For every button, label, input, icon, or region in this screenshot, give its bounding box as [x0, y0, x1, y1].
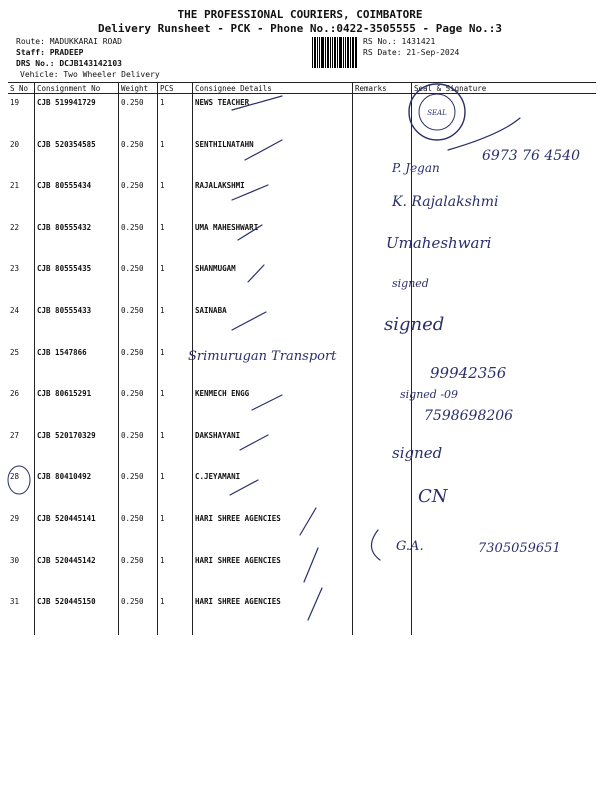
- row-signature: [412, 427, 597, 469]
- row-signature: [412, 385, 597, 427]
- row-sno: 30: [10, 555, 20, 565]
- row-pcs: 1: [158, 552, 193, 594]
- route-line: [16, 37, 122, 46]
- row-signature: [412, 302, 597, 344]
- row-signature: [412, 344, 597, 386]
- staff-line: [16, 48, 83, 57]
- row-signature: [412, 94, 597, 136]
- row-sno: 24: [10, 305, 20, 315]
- row-weight: 0.250: [119, 260, 158, 302]
- rs-no-line: [363, 37, 435, 46]
- row-remarks: [353, 344, 412, 386]
- row-signature: [412, 468, 597, 510]
- table-row: [8, 593, 596, 635]
- row-remarks: [353, 260, 412, 302]
- row-pcs: 1: [158, 94, 193, 136]
- row-remarks: [353, 385, 412, 427]
- row-weight: 0.250: [119, 427, 158, 469]
- r21-signature: K. Rajalakshmi: [392, 194, 499, 210]
- row-consignment-no: CJB 519941729: [35, 94, 119, 136]
- row-remarks: [353, 552, 412, 594]
- row-consignee: C.JEYAMANI: [193, 468, 353, 510]
- row-pcs: 1: [158, 219, 193, 261]
- runsheet-subtitle: Delivery Runsheet - PCK - Phone No.:0422-3505555 - Page No.:3: [98, 22, 502, 35]
- row-signature: [412, 177, 597, 219]
- row-pcs: 1: [158, 385, 193, 427]
- r22-signature: Umaheshwari: [386, 234, 492, 252]
- row-consignee: UMA MAHESHWARI: [193, 219, 353, 261]
- col-signature: Seal & Signature: [412, 83, 597, 94]
- r29-signature: G.A.: [396, 539, 424, 554]
- row-remarks: [353, 510, 412, 552]
- col-weight: Weight: [119, 83, 158, 94]
- row-consignee: KENMECH ENGG: [193, 385, 353, 427]
- row-consignment-no: CJB 1547866: [35, 344, 119, 386]
- row-pcs: 1: [158, 510, 193, 552]
- drs-value: DCJB143142103: [59, 59, 122, 68]
- table-header-row: [8, 83, 596, 94]
- row-remarks: [353, 427, 412, 469]
- drs-label: DRS No.:: [16, 59, 55, 68]
- row-weight: 0.250: [119, 136, 158, 178]
- vehicle-value: Two Wheeler Delivery: [63, 70, 160, 79]
- table-row: [8, 552, 596, 594]
- row-consignee: [193, 344, 353, 386]
- row-weight: 0.250: [119, 177, 158, 219]
- table-row: [8, 385, 596, 427]
- row-sno: 29: [10, 513, 20, 523]
- row-consignee: RAJALAKSHMI: [193, 177, 353, 219]
- rs-no-label: RS No.:: [363, 37, 397, 46]
- row-consignment-no: CJB 80410492: [35, 468, 119, 510]
- row-consignment-no: CJB 520354585: [35, 136, 119, 178]
- row-weight: 0.250: [119, 219, 158, 261]
- row-remarks: [353, 593, 412, 635]
- r20-phone: 6973 76 4540: [482, 148, 580, 164]
- row-consignee: HARI SHREE AGENCIES: [193, 593, 353, 635]
- row-pcs: 1: [158, 136, 193, 178]
- row-sno: 31: [10, 597, 20, 607]
- row-consignee: SENTHILNATAHN: [193, 136, 353, 178]
- r29-phone: 7305059651: [478, 541, 561, 556]
- r23-signature: signed: [392, 277, 429, 290]
- r25-signature-phone: 99942356: [430, 364, 507, 382]
- row-sno: 19: [10, 98, 20, 107]
- barcode-image: [312, 37, 357, 68]
- row-consignment-no: CJB 80555433: [35, 302, 119, 344]
- row-remarks: [353, 468, 412, 510]
- row-consignment-no: CJB 80615291: [35, 385, 119, 427]
- row-sno: 23: [10, 264, 20, 274]
- row-sno: 20: [10, 139, 20, 149]
- table-row: [8, 177, 596, 219]
- row-weight: 0.250: [119, 94, 158, 136]
- table-row: [8, 260, 596, 302]
- row-signature: [412, 552, 597, 594]
- runsheet-title: THE PROFESSIONAL COURIERS, COIMBATORE: [177, 8, 423, 21]
- vehicle-line: [20, 70, 160, 79]
- row-remarks: [353, 177, 412, 219]
- staff-label: Staff:: [16, 48, 45, 57]
- row-consignment-no: CJB 520445141: [35, 510, 119, 552]
- row-consignment-no: CJB 520445150: [35, 593, 119, 635]
- row-consignment-no: CJB 520170329: [35, 427, 119, 469]
- row-weight: 0.250: [119, 468, 158, 510]
- row-pcs: 1: [158, 344, 193, 386]
- stamp-text: SEAL: [427, 109, 447, 117]
- row-sno: 21: [10, 181, 20, 191]
- table-row: [8, 94, 596, 136]
- row-weight: 0.250: [119, 302, 158, 344]
- row-signature: [412, 260, 597, 302]
- row-signature: [412, 219, 597, 261]
- row-signature: [412, 593, 597, 635]
- row-consignee: HARI SHREE AGENCIES: [193, 552, 353, 594]
- row-remarks: [353, 136, 412, 178]
- row-pcs: 1: [158, 427, 193, 469]
- row-consignee: DAKSHAYANI: [193, 427, 353, 469]
- row-consignee: HARI SHREE AGENCIES: [193, 510, 353, 552]
- staff-value: PRADEEP: [49, 48, 84, 57]
- drs-line: [16, 59, 122, 68]
- r25-consignee: Srimurugan Transport: [188, 349, 337, 364]
- vehicle-label: Vehicle:: [20, 70, 59, 79]
- r20-signature: P. Jegan: [392, 161, 440, 175]
- row-weight: 0.250: [119, 344, 158, 386]
- row-pcs: 1: [158, 302, 193, 344]
- row-remarks: [353, 94, 412, 136]
- table-row: [8, 510, 596, 552]
- row-sno: 22: [10, 222, 20, 232]
- col-pcs: PCS: [158, 83, 193, 94]
- route-value: MADUKKARAI ROAD: [49, 37, 122, 46]
- row-consignment-no: CJB 80555432: [35, 219, 119, 261]
- runsheet-table: [8, 82, 596, 635]
- row-consignment-no: CJB 520445142: [35, 552, 119, 594]
- row-remarks: [353, 219, 412, 261]
- col-remarks: Remarks: [353, 83, 412, 94]
- row-weight: 0.250: [119, 593, 158, 635]
- r28-signature: CN: [418, 486, 448, 507]
- row-consignee: NEWS TEACHER: [193, 94, 353, 136]
- row-sno: 25: [10, 347, 20, 357]
- rs-date-line: [363, 48, 459, 57]
- row-pcs: 1: [158, 260, 193, 302]
- row-consignee: SHANMUGAM: [193, 260, 353, 302]
- row-consignment-no: CJB 80555435: [35, 260, 119, 302]
- rs-no-value: 1431421: [401, 37, 436, 46]
- row-sno: 26: [10, 389, 20, 399]
- row-weight: 0.250: [119, 510, 158, 552]
- r26-signature: signed -09: [400, 388, 459, 401]
- col-consignee: Consignee Details: [193, 83, 353, 94]
- table-row: [8, 136, 596, 178]
- row-pcs: 1: [158, 593, 193, 635]
- table-row: [8, 302, 596, 344]
- row-pcs: 1: [158, 177, 193, 219]
- r27-signature: signed: [392, 444, 443, 462]
- rs-date-value: 21-Sep-2024: [406, 48, 460, 57]
- table-row: [8, 344, 596, 386]
- row-consignment-no: CJB 80555434: [35, 177, 119, 219]
- table-row: [8, 468, 596, 510]
- row-signature: [412, 510, 597, 552]
- r24-signature: signed: [384, 314, 445, 335]
- row-weight: 0.250: [119, 385, 158, 427]
- table-row: [8, 219, 596, 261]
- col-consignment-no: Consignment No: [35, 83, 119, 94]
- table-row: [8, 427, 596, 469]
- row-remarks: [353, 302, 412, 344]
- row-consignee: SAINABA: [193, 302, 353, 344]
- row-sno: 28: [10, 472, 20, 482]
- rs-date-label: RS Date:: [363, 48, 402, 57]
- route-label: Route:: [16, 37, 45, 46]
- row-weight: 0.250: [119, 552, 158, 594]
- row-sno: 27: [10, 430, 20, 440]
- row-pcs: 1: [158, 468, 193, 510]
- r26-phone: 7598698206: [424, 408, 514, 424]
- col-sno: S No: [8, 83, 35, 94]
- row-signature: [412, 136, 597, 178]
